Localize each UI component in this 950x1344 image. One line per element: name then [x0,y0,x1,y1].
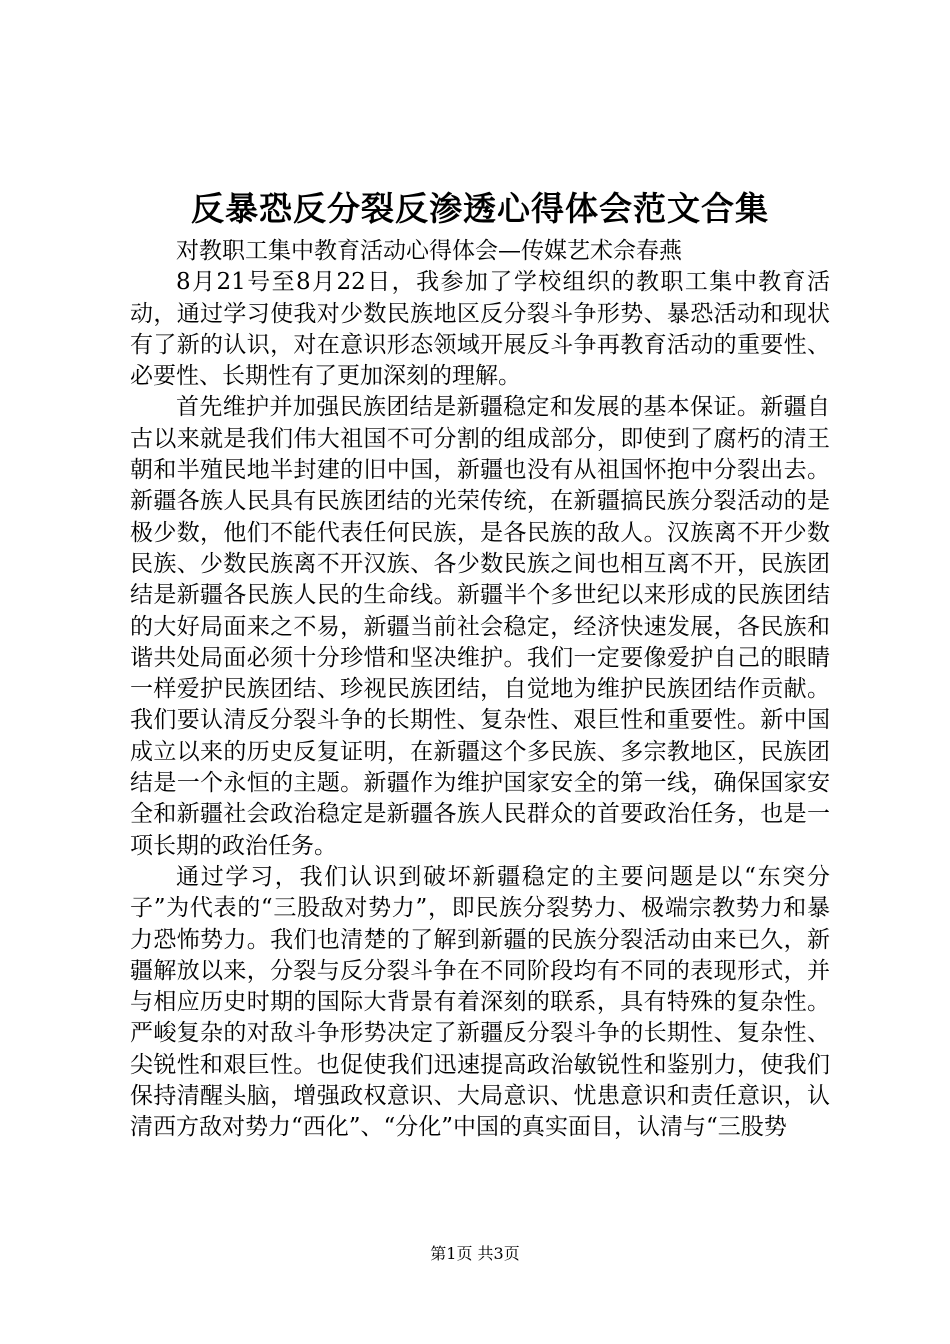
paragraph-2: 首先维护并加强民族团结是新疆稳定和发展的基本保证。新疆自古以来就是我们伟大祖国不可分割的组成部分，即使到了腐朽的清王朝和半殖民地半封建的旧中国，新疆也没有从祖国怀抱中分裂出去。新疆各族人民具有民族团结的光荣传统，在新疆搞民族分裂活动的是极少数，他们不能代表任何民族，是各民族的敌人。汉族离不开少数民族、少数民族离不开汉族、各少数民族之间也相互离不开，民族团结是新疆各民族人民的生命线。新疆半个多世纪以来形成的民族团结的大好局面来之不易，新疆当前社会稳定，经济快速发展，各民族和谐共处局面必须十分珍惜和坚决维护。我们一定要像爱护自己的眼睛一样爱护民族团结、珍视民族团结，自觉地为维护民族团结作贡献。我们要认清反分裂斗争的长期性、复杂性、艰巨性和重要性。新中国成立以来的历史反复证明，在新疆这个多民族、多宗教地区，民族团结是一个永恒的主题。新疆作为维护国家安全的第一线，确保国家安全和新疆社会政治稳定是新疆各族人民群众的首要政治任务，也是一项长期的政治任务。 [130,394,830,859]
page-number-footer: 第1页 共3页 [430,1244,520,1263]
document-title: 反暴恐反分裂反渗透心得体会范文合集 [191,189,769,228]
paragraph-3: 通过学习，我们认识到破坏新疆稳定的主要问题是以“东突分子”为代表的“三股敌对势力”，即民族分裂势力、极端宗教势力和暴力恐怖势力。我们也清楚的了解到新疆的民族分裂活动由来已久，新疆解放以来，分裂与反分裂斗争在不同阶段均有不同的表现形式，并与相应历史时期的国际大背景有着深刻的联系，具有特殊的复杂性。严峻复杂的对敌斗争形势决定了新疆反分裂斗争的长期性、复杂性、尖锐性和艰巨性。也促使我们迅速提高政治敏锐性和鉴别力，使我们保持清醒头脑，增强政权意识、大局意识、忧患意识和责任意识，认清西方敌对势力“西化”、“分化”中国的真实面目，认清与“三股势 [130,863,830,1141]
document-subtitle: 对教职工集中教育活动心得体会—传媒艺术佘春燕 [176,238,682,264]
paragraph-1: 8月21号至8月22日，我参加了学校组织的教职工集中教育活动，通过学习使我对少数民族地区反分裂斗争形势、暴恐活动和现状有了新的认识，对在意识形态领域开展反斗争再教育活动的重要性、必要性、长期性有了更加深刻的理解。 [130,269,830,390]
document-body [130,236,830,1144]
